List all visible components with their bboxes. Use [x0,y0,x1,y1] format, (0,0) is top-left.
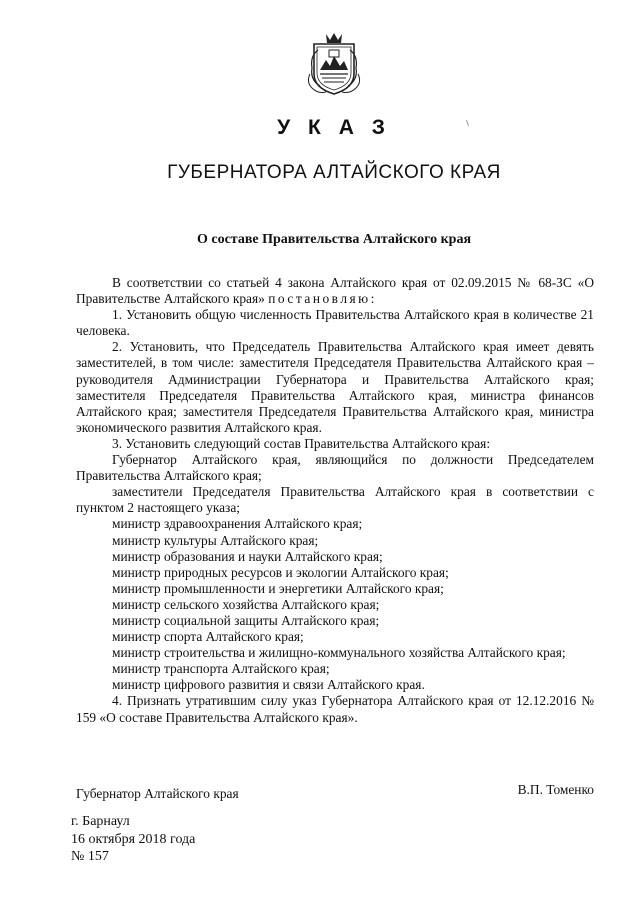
issuer-heading: ГУБЕРНАТОРА АЛТАЙСКОГО КРАЯ [167,162,501,183]
minister-item: министр цифрового развития и связи Алтайского края. [112,677,425,693]
minister-item: министр культуры Алтайского края; [112,532,319,548]
clause-3-governor: Губернатор Алтайского края, являющийся по должности Председателем Правительства Алтайского края; [76,452,594,484]
minister-item: министр строительства и жилищно-коммунального хозяйства Алтайского края; [112,645,566,661]
signatory-name: В.П. Томенко [517,782,594,797]
minister-item: министр спорта Алтайского края; [112,629,304,645]
issue-details [71,813,195,866]
issue-date: 16 октября 2018 года [71,831,196,847]
issue-city: г. Барнаул [71,814,130,829]
minister-item: министр здравоохранения Алтайского края; [112,516,363,532]
minister-item: министр природных ресурсов и экологии Алтайского края; [112,564,449,580]
clause-4: 4. Признать утратившим силу указ Губернатора Алтайского края от 12.12.2016 № 159 «О составе Правительства Алтайского края». [76,693,594,725]
resolve-word: постановляю: [268,291,377,307]
clause-2: 2. Установить, что Председатель Правительства Алтайского края имеет девять заместителей, в том числе: заместителя Председателя Правительства Алтайского края – руководителя Администрации Губернатора и Правительства Алтайского края; заместителя Председателя Правительства Алтайского края, министра финансов Алтайского края; заместителя Председателя Правительства Алтайского края, министра экономического развития Алтайского края. [76,339,594,435]
document-title: О составе Правительства Алтайского края [196,232,472,247]
decree-body [76,275,594,726]
minister-item: министр социальной защиты Алтайского края; [112,612,380,628]
minister-item: министр сельского хозяйства Алтайского края; [112,596,380,612]
minister-item: министр образования и науки Алтайского края; [112,548,383,564]
altai-krai-coat-of-arms-icon [304,30,364,98]
preamble-text: В соответствии со статьей 4 закона Алтайского края от 02.09.2015 № 68-ЗС «О Правительстве Алтайского края» [76,275,594,307]
signatory-position: Губернатор Алтайского края [76,786,239,801]
clause-3-deputies: заместители Председателя Правительства Алтайского края в соответствии с пунктом 2 настоящего указа; [76,484,594,516]
clause-1: 1. Установить общую численность Правительства Алтайского края в количестве 21 человека. [76,307,594,339]
clause-3: 3. Установить следующий состав Правительства Алтайского края: [112,435,491,451]
preamble [76,275,594,307]
minister-item: министр транспорта Алтайского края; [112,661,330,677]
minister-item: министр промышленности и энергетики Алтайского края; [112,580,444,596]
decree-type-heading: У К А З [277,116,391,139]
decree-number: № 157 [71,849,109,864]
